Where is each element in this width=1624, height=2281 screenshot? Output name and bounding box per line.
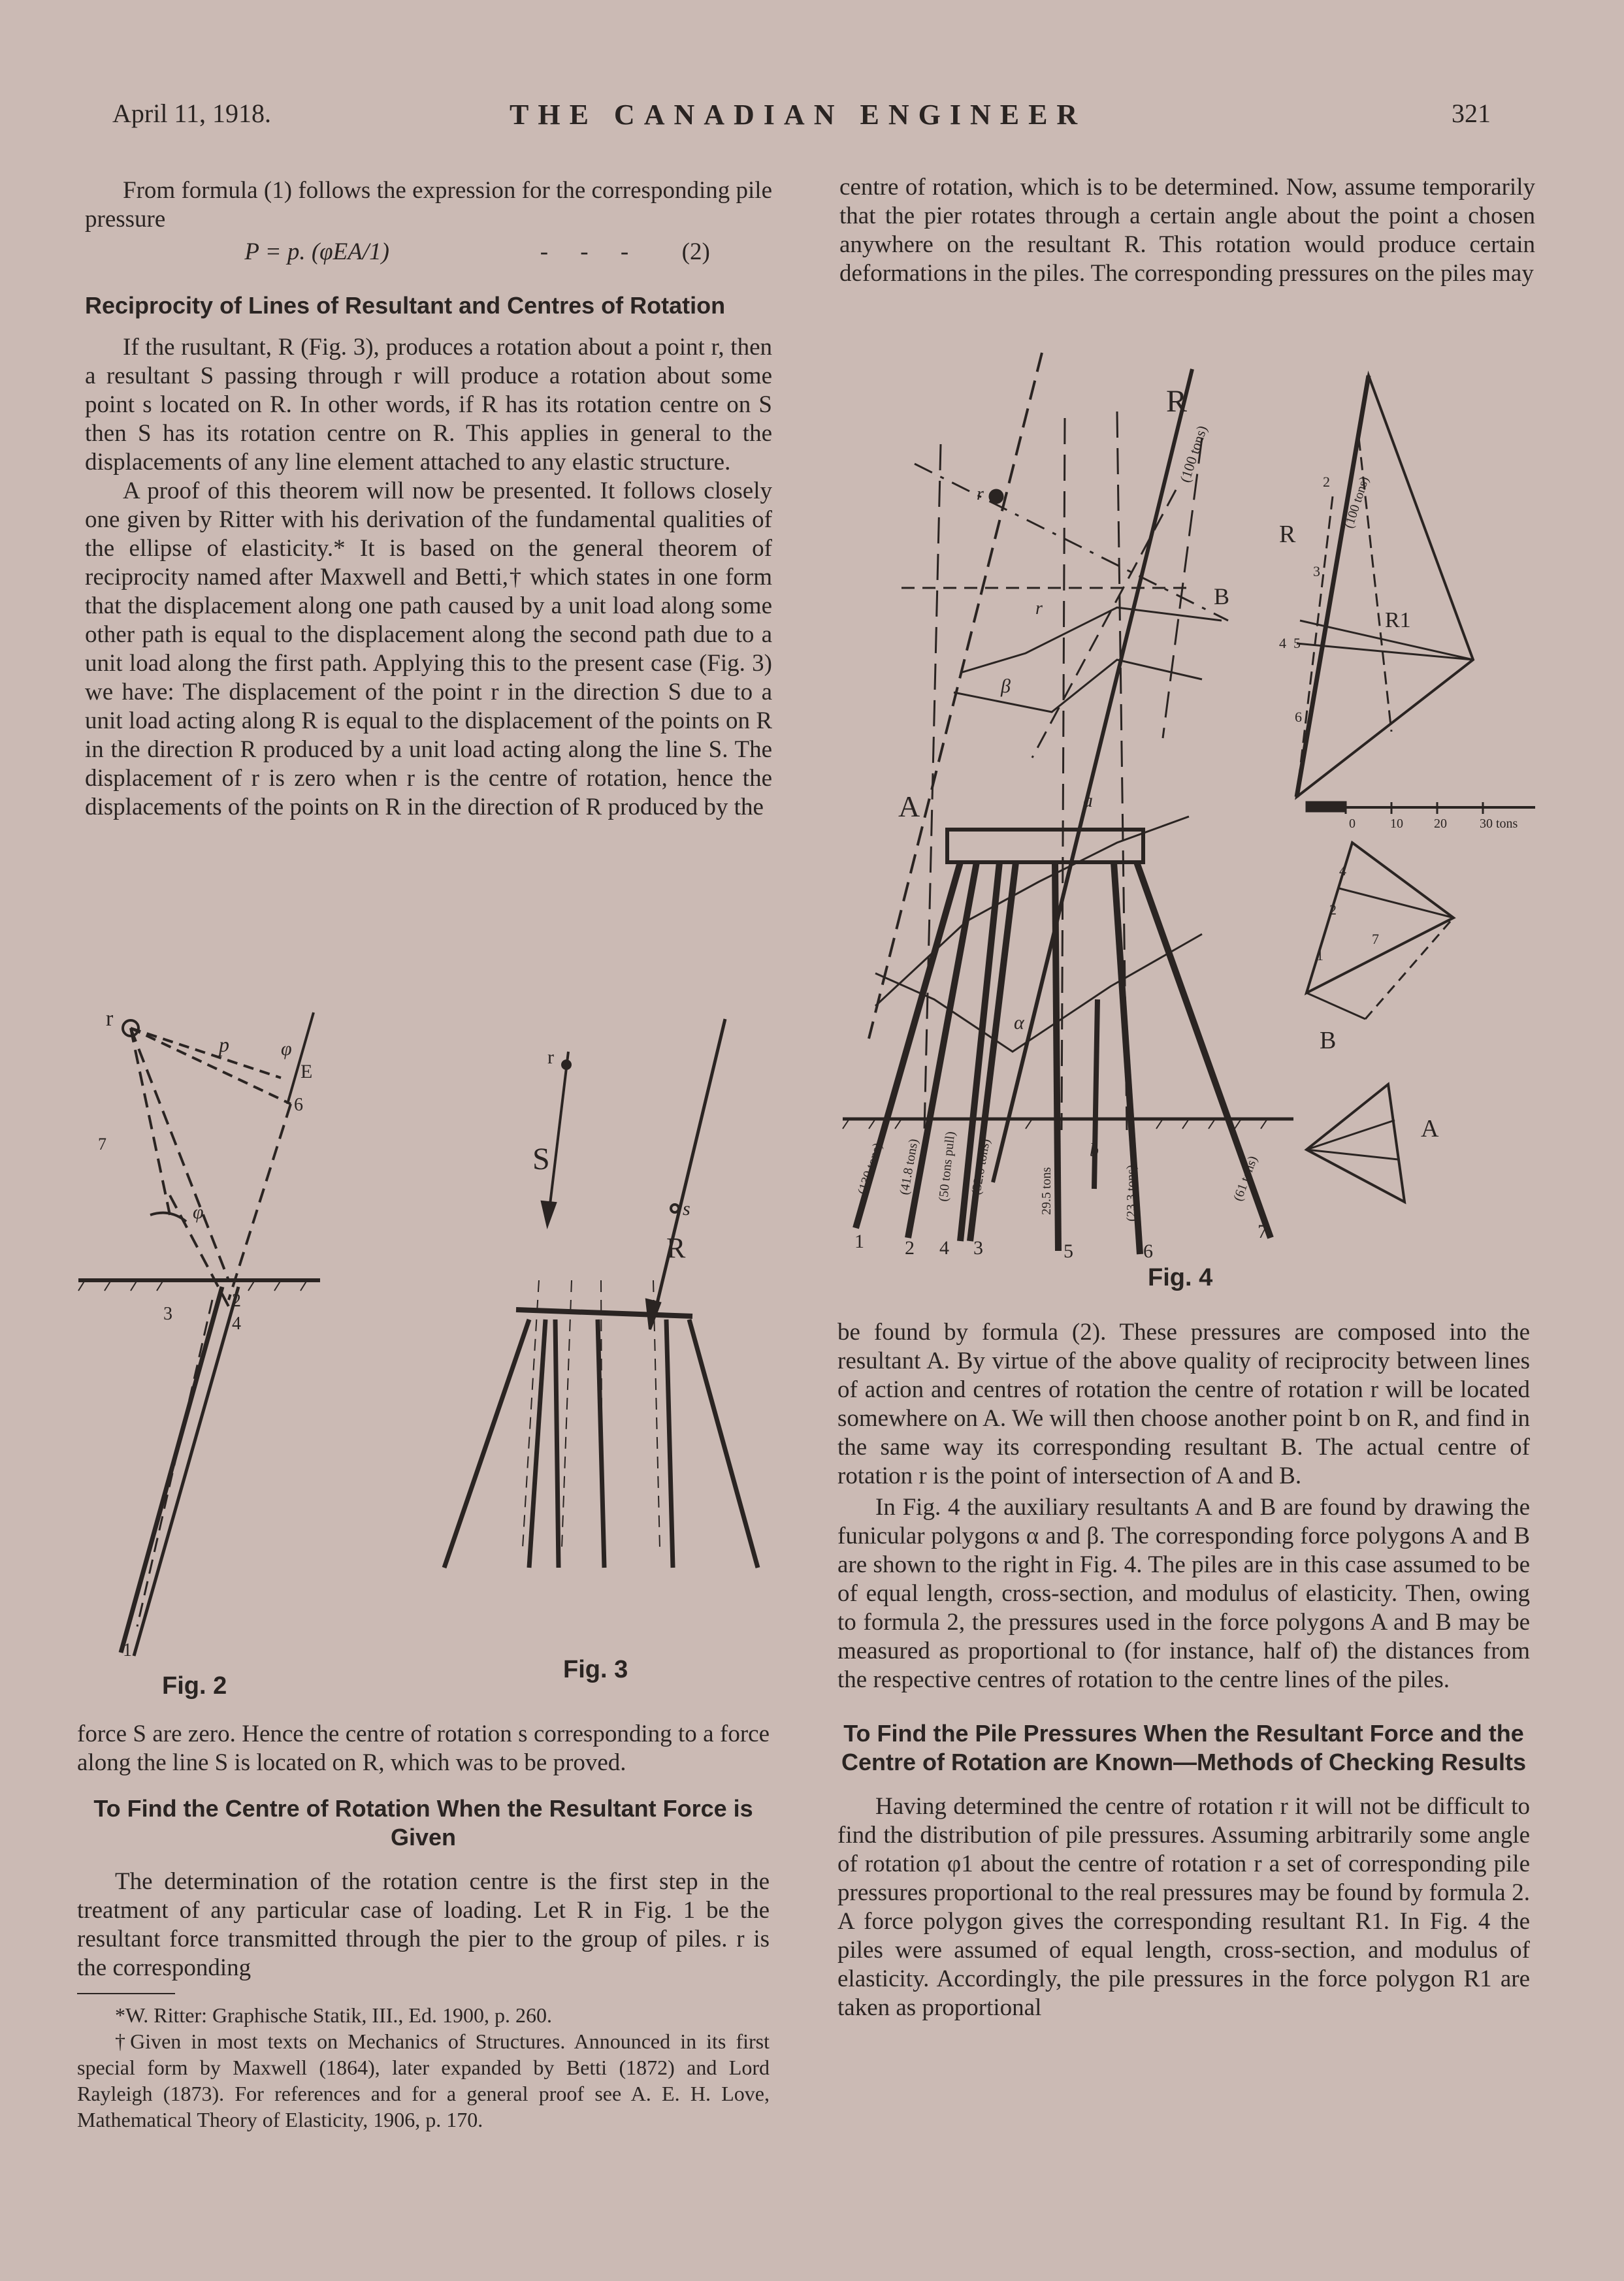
funicular-beta-2 [954, 660, 1202, 712]
pile-axis-4 [1163, 438, 1202, 738]
label-6: 6 [294, 1095, 303, 1115]
pile-c [555, 1319, 559, 1568]
pile-number: 5 [1064, 1240, 1073, 1261]
pile-number: 2 [905, 1237, 915, 1259]
poly-num: 4 [1279, 635, 1286, 651]
polygon-ray [1307, 1120, 1395, 1150]
label-e: E [300, 1061, 313, 1082]
label-s-force: S [532, 1142, 550, 1176]
force-polygon-b [1307, 843, 1453, 993]
pile-number: 4 [939, 1237, 949, 1259]
label-s-point: s [683, 1198, 690, 1220]
section-heading: To Find the Centre of Rotation When the Resultant Force is Given [93, 1795, 753, 1851]
polygon-resultant [1297, 376, 1369, 797]
pile-axis [653, 1280, 660, 1548]
pier-cap [516, 1310, 692, 1316]
paragraph: be found by formula (2). These pressures are composed into the resultant A. By virtue of the above quality of reciprocity between lines of action and centres of rotation the centre of rotation r will be located somewhere on A. We will then choose another point b on R, and find in the same way its corresponding resultant B. The actual centre of rotation r is the point of intersection of A and B. [837, 1319, 1530, 1489]
polygon-r-label: R [1279, 521, 1296, 548]
pile-axis-5 [1032, 490, 1176, 758]
paragraph: From formula (1) follows the expression for the corresponding pile pressure [85, 177, 772, 233]
left-column-lower [77, 1720, 770, 2133]
label-phi-mid: φ [193, 1201, 204, 1223]
paragraph: force S are zero. Hence the centre of rotation s corresponding to a force along the line S is located on R, which was to be proved. [77, 1721, 770, 1776]
poly-num: 2 [1323, 474, 1330, 490]
pile-number: 6 [1143, 1240, 1153, 1261]
label-1: 1 [123, 1640, 132, 1660]
arc-phi [150, 1213, 186, 1221]
pile-load: 29.5 tons [1039, 1167, 1054, 1215]
force-s [549, 1052, 568, 1215]
label-r: r [547, 1046, 554, 1068]
poly-num: 3 [1313, 563, 1320, 579]
section-heading: To Find the Pile Pressures When the Resultant Force and the Centre of Rotation are Known—Methods of Checking Results [841, 1720, 1527, 1775]
pile-d [598, 1319, 604, 1568]
journal-title: THE CANADIAN ENGINEER [510, 99, 1087, 131]
footnote-rule [77, 1993, 175, 1994]
right-column-upper [839, 173, 1535, 288]
pile-axis-1 [924, 444, 941, 1130]
force-r [653, 1019, 725, 1319]
label-r-force: R [666, 1232, 686, 1264]
page-number: 321 [1452, 99, 1491, 128]
pile-axis [562, 1280, 572, 1548]
line-r-3 [131, 1028, 229, 1280]
pile-number: 7 [1258, 1221, 1267, 1242]
pile-dashed [137, 1300, 212, 1626]
pile-number: 1 [854, 1231, 864, 1252]
pile-5 [1055, 862, 1058, 1251]
poly-num: 4 [1339, 862, 1346, 879]
pile-load: (61 tons) [1231, 1154, 1261, 1203]
label-4: 4 [232, 1314, 241, 1334]
pile-load: (41.8 tons) [897, 1137, 921, 1196]
pile-f [689, 1319, 758, 1568]
figure-3 [431, 999, 771, 1574]
label-point-a: a [1083, 790, 1093, 811]
formula-number: (2) [681, 238, 710, 265]
resultant-r [993, 369, 1192, 1182]
label-r1: r [1035, 598, 1043, 619]
scale-label: 30 tons [1480, 817, 1518, 831]
poly-num: 6 [1295, 709, 1302, 725]
polygon-r1-label: R1 [1385, 608, 1411, 632]
formula-2 [85, 238, 772, 267]
polygon-ray [1339, 888, 1453, 918]
label-p: p [219, 1033, 229, 1056]
paragraph: If the rusultant, R (Fig. 3), produces a rotation about a point r, then a resultant S passing through r will produce a rotation about some point s located on R. In other words, if R has its rotation centre on S then S has its rotation centre on R. This applies in general to the displacements of any line element attached to any elastic structure. [85, 334, 772, 476]
line-r-e [131, 1028, 281, 1078]
pile-1-edge [134, 1287, 238, 1656]
left-column-upper [85, 176, 772, 822]
paragraph: A proof of this theorem will now be presented. It follows closely one given by Ritter with his derivation of the fundamental qualities of the ellipse of elasticity.* It is based on the general theorem of reciprocity named after Maxwell and Betti,† which states in one form that the displacement along one path caused by a unit load along some other path is equal to the displacement along the second path due to a unit load along the first path. Applying this to the present case (Fig. 3) we have: The displacement of the point r in the direction S due to a unit load acting along R is equal to the displacement of the points on R in the direction R produced by a unit load acting along the line S. The displacement of r is zero when r is the centre of rotation, hence the displacements of the points on R in the direction of R produced by the [85, 477, 772, 820]
label-3: 3 [163, 1304, 172, 1324]
paragraph: Having determined the centre of rotation r it will not be difficult to find the distribution of pile pressures. Assuming arbitrarily some angle of rotation φ1 about the centre of rotation r a set of corresponding pile pressures proportional to the real pressures may be found by formula 2. A force polygon gives the corresponding resultant R1. In Fig. 4 the piles were assumed of equal length, cross-section, and modulus of elasticity. Accordingly, the pile pressures in the force polygon R1 are taken as proportional [837, 1793, 1530, 2021]
pile-axis-2 [1062, 418, 1065, 1130]
label-b: B [1214, 583, 1230, 609]
label-r: r [977, 484, 984, 504]
footnotes [77, 2002, 770, 2133]
label-point-b: b [1090, 1140, 1099, 1161]
paragraph: The determination of the rotation centre is the first step in the treatment of any particular case of loading. Let R in Fig. 1 be the resultant force transmitted through the pier to the group of piles. r is the corresponding [77, 1868, 770, 1981]
polygon-b-label: B [1320, 1027, 1337, 1054]
line-r-phi [131, 1028, 170, 1215]
pile-b [529, 1319, 545, 1568]
label-load: (100 tons) [1176, 423, 1210, 485]
label-a: A [898, 790, 920, 823]
label-7: 7 [98, 1135, 106, 1154]
polygon-a-label: A [1421, 1115, 1439, 1142]
funicular-beta [960, 607, 1222, 673]
pile-number: 3 [973, 1237, 983, 1259]
polygon-ray [1369, 376, 1473, 660]
pile-e [666, 1319, 673, 1568]
poly-num: 5 [1293, 635, 1301, 651]
scale-label: 0 [1349, 817, 1356, 831]
label-phi-top: φ [281, 1038, 292, 1060]
pile-a [444, 1319, 529, 1568]
pile-load: (32.0 tons) [969, 1137, 993, 1196]
pile-1 [121, 1287, 222, 1653]
right-column-lower [837, 1318, 1530, 2022]
label-beta: β [1001, 675, 1011, 697]
formula-dashes: - - - [540, 238, 629, 265]
poly-num: 1 [1316, 947, 1324, 963]
arrow-s [542, 1202, 555, 1225]
point-r [990, 490, 1003, 503]
footnote: †Given in most texts on Mechanics of Structures. Announced in its first special form by Maxwell (1864), later expanded by Betti (1872) and Lord Rayleigh (1873). For references and for a general proof see A. E. H. Love, Mathematical Theory of Elasticity, 1906, p. 170. [77, 2030, 770, 2131]
figure-3-caption: Fig. 3 [563, 1656, 628, 1683]
scale-label: 20 [1434, 817, 1447, 831]
label-2: 2 [232, 1291, 241, 1311]
polygon-edge [1307, 993, 1365, 1019]
pile-load: (50 tons pull) [936, 1131, 958, 1203]
scale-label: 10 [1390, 817, 1403, 831]
poly-num: 2 [1329, 901, 1337, 918]
point-r [562, 1061, 570, 1069]
point-s [671, 1205, 679, 1212]
label-resultant-r: R [1166, 384, 1188, 419]
figure-4 [836, 346, 1555, 1261]
paragraph: In Fig. 4 the auxiliary resultants A and B are found by drawing the funicular polygons α and β. The corresponding force polygons A and B are shown to the right in Fig. 4. The piles are in this case assumed to be of equal length, cross-section, and modulus of elasticity. Then, owing to formula 2, the pressures used in the force polygons A and B may be measured as proportional to (for instance, half of) the distances from the respective centres of rotation to the centre lines of the piles. [837, 1494, 1530, 1693]
polygon-ray [1352, 843, 1453, 918]
figure-2 [72, 999, 412, 1679]
scale-bar-fill [1307, 802, 1346, 811]
formula: P = p. (φEA/1) [244, 238, 389, 265]
pier-cap [947, 830, 1143, 862]
paragraph: centre of rotation, which is to be determined. Now, assume temporarily that the pier rotates through a certain angle about the point a chosen anywhere on the resultant R. This rotation would produce certain deformations in the piles. The corresponding pressures on the piles may [839, 174, 1535, 287]
footnote: *W. Ritter: Graphische Statik, III., Ed. 1900, p. 260. [115, 2003, 552, 2027]
section-heading: Reciprocity of Lines of Resultant and Centres of Rotation [85, 292, 726, 319]
label-r: r [106, 1007, 114, 1031]
pile-load: (130 tons) [854, 1141, 885, 1197]
polygon-load: (100 tons) [1341, 475, 1372, 530]
label-alpha: α [1014, 1012, 1024, 1033]
poly-num: 7 [1372, 931, 1379, 947]
header-date: April 11, 1918. [112, 99, 271, 128]
pile-load: (23.3 tons) [1124, 1165, 1139, 1221]
resultant-a [869, 353, 1042, 1039]
figure-2-caption: Fig. 2 [162, 1672, 227, 1700]
figure-4-caption: Fig. 4 [1148, 1264, 1213, 1291]
line-6-2 [229, 1104, 291, 1300]
